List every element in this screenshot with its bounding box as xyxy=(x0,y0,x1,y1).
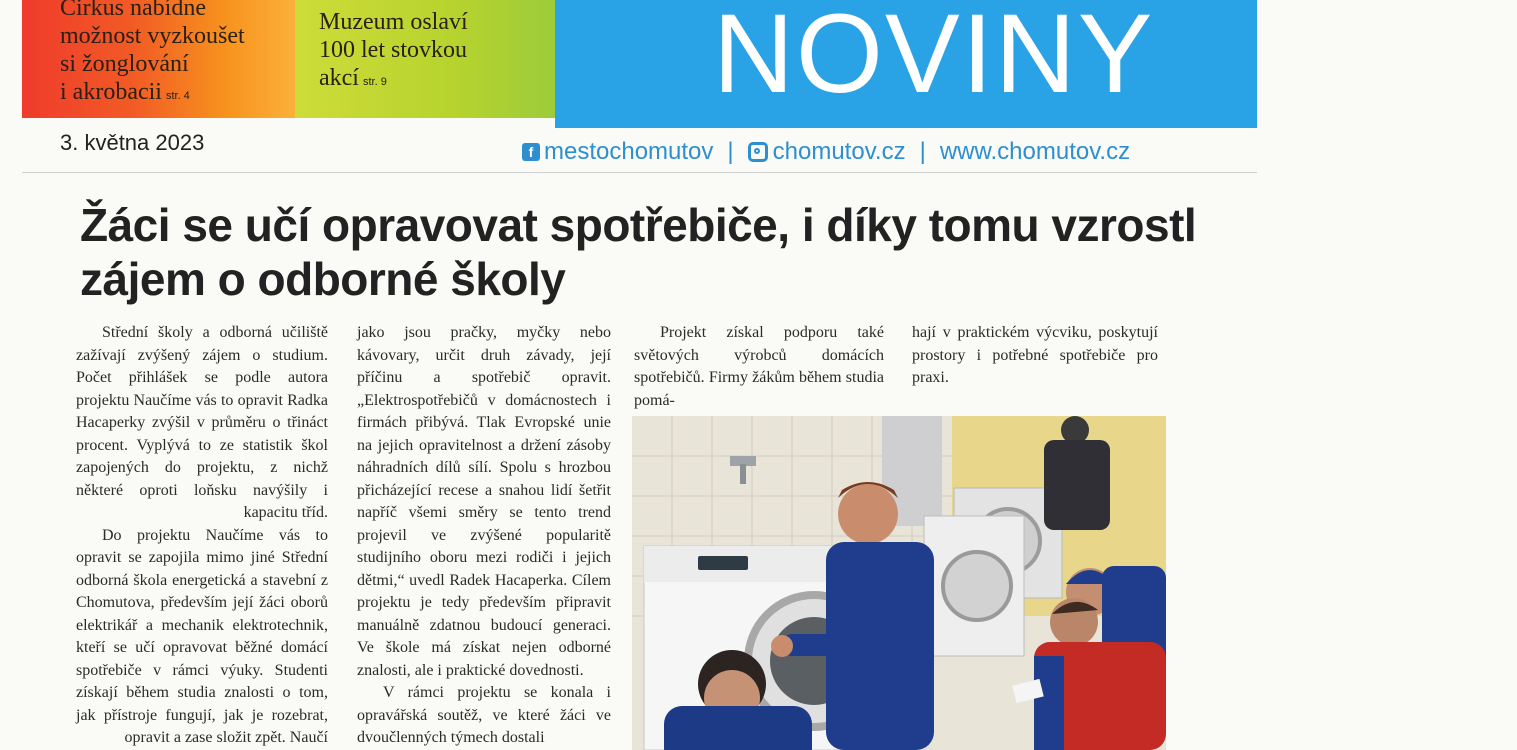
teaser-museum-page-ref: str. 9 xyxy=(362,76,387,88)
teaser-circus-page-ref: str. 4 xyxy=(165,90,190,102)
teaser-museum-line-2: 100 let stovkou xyxy=(319,37,467,63)
instagram-link[interactable]: chomutov.cz xyxy=(772,138,906,165)
issue-date: 3. května 2023 xyxy=(60,130,205,155)
social-separator: | xyxy=(727,138,734,165)
teaser-circus-line-3: si žonglování xyxy=(60,51,189,77)
article-headline: Žáci se učí opravovat spotřebiče, i díky tomu vzrostl zájem o odborné školy xyxy=(80,199,1197,305)
brand-title: NOVINY xyxy=(713,0,1155,116)
article-paragraph: V rámci projektu se konala i opravářská soutěž, ve které žáci ve dvoučlenných týmech dostali xyxy=(357,684,611,746)
article-column-3 xyxy=(634,322,884,412)
instagram-icon xyxy=(748,142,768,162)
teaser-museum-line-3 xyxy=(319,64,549,96)
social-links xyxy=(522,138,1130,166)
teaser-museum-line-1: Muzeum oslaví xyxy=(319,9,468,35)
article-paragraph: Projekt získal podporu také světových výrobců domácích spotřebičů. Firmy žákům během studia pomá- xyxy=(634,324,884,409)
teaser-museum-text xyxy=(319,8,549,96)
masthead-divider xyxy=(22,172,1257,173)
masthead-brand xyxy=(555,0,1257,128)
social-separator: | xyxy=(919,138,926,165)
article-paragraph: jako jsou pračky, myčky nebo kávovary, určit druh závady, její příčinu a spotřebič opravit. „Elektrospotřebičů v domácnostech i firmách přibývá. Tlak Evropské unie na jejich opravitelnost a držení zásoby náhradních dílů sílí. Spolu s hrozbou přicházející recese a snahou lidí šetřit napříč všemi směry se tento trend projevil ve zvýšené popularitě studijního oboru mezi rodiči i jejich dětmi,“ uvedl Radek Hacaperka. Cílem projektu je tedy především připravit manuálně zdatnou budoucí generaci. Ve škole má získat nejen odborné znalosti, ale i praktické dovednosti. xyxy=(357,324,611,679)
facebook-link[interactable]: mestochomutov xyxy=(544,138,714,165)
facebook-icon: f xyxy=(522,143,540,161)
web-link[interactable]: www.chomutov.cz xyxy=(939,138,1131,165)
article-paragraph: Do projektu Naučíme vás to opravit se zapojila mimo jiné Střední odborná škola energetická a stavební z Chomutova, především její žáci oborů elektrikář a mechanik elektrotechnik, kteří se učí opravovat běžné domácí spotřebiče v rámci výuky. Studenti získají během studia znalosti o tom, jak přístroje fungují, jak je rozebrat, opravit a zase složit zpět. Naučí xyxy=(76,526,328,746)
workshop-photo-drawing xyxy=(632,416,1166,750)
article-paragraph: Střední školy a odborná učiliště zažívají zvýšený zájem o studium. Počet přihlášek se podle autora projektu Naučíme vás to opravit Radka Hacaperky zvýšil v průměru o třináct procent. Vyplývá to ze statistik škol zapojených do projektu, z nichž některé oproti loňsku navýšily i kapacitu tříd. xyxy=(76,324,328,521)
teaser-circus-line-4 xyxy=(60,78,290,110)
teaser-museum-line-3-text: akcí xyxy=(319,65,359,91)
teaser-circus[interactable] xyxy=(22,0,295,118)
teaser-circus-line-4-text: i akrobacii xyxy=(60,79,162,105)
teaser-museum[interactable] xyxy=(295,0,555,118)
article-column-2 xyxy=(357,322,611,750)
article-paragraph: hají v praktickém výcviku, poskytují prostory i potřebné spotřebiče pro praxi. xyxy=(912,324,1158,386)
article-column-4 xyxy=(912,322,1158,390)
teaser-circus-line-1: Cirkus nabídne xyxy=(60,0,206,21)
article-column-1 xyxy=(76,322,328,750)
teaser-circus-text xyxy=(60,0,290,110)
article-photo xyxy=(632,416,1166,750)
teaser-circus-line-2: možnost vyzkoušet xyxy=(60,23,245,49)
